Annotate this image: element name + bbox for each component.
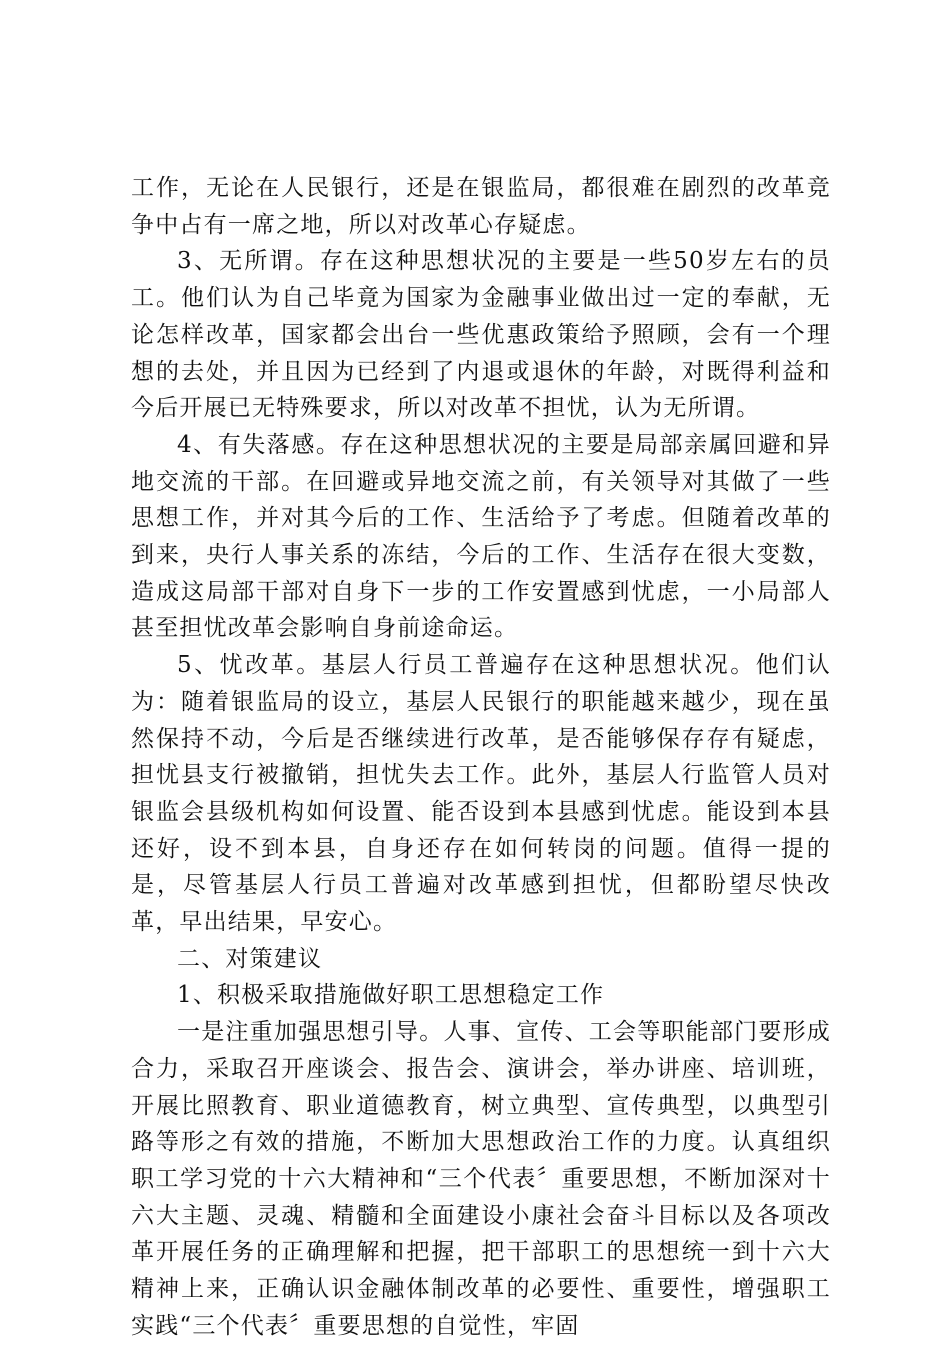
document-body bbox=[131, 170, 831, 1345]
paragraph-continuation: 工作，无论在人民银行，还是在银监局，都很难在剧烈的改革竞争中占有一席之地，所以对改革心存疑虑。 bbox=[131, 175, 831, 238]
paragraph-thought-guidance: 一是注重加强思想引导。人事、宣传、工会等职能部门要形成合力，采取召开座谈会、报告会、演讲会，举办讲座、培训班，开展比照教育、职业道德教育，树立典型、宣传典型，以典型引路等形之有效的措施，不断加大思想政治工作的力度。认真组织职工学习党的十六大精神和“三个代表〞重要思想，不断加深对十六大主题、灵魂、精髓和全面建设小康社会奋斗目标以及各项改革开展任务的正确理解和把握，把干部职工的思想统一到十六大精神上来，正确认识金融体制改革的必要性、重要性，增强职工实践“三个代表〞重要思想的自觉性，牢固 bbox=[131, 1019, 831, 1339]
subsection-heading-1: 1、积极采取措施做好职工思想稳定工作 bbox=[177, 982, 605, 1009]
section-heading-countermeasures: 二、对策建议 bbox=[177, 945, 323, 972]
paragraph-item-3: 3、无所谓。存在这种思想状况的主要是一些50岁左右的员工。他们认为自己毕竟为国家为金融事业做出过一定的奉献，无论怎样改革，国家都会出台一些优惠政策给予照顾，会有一个理想的去处，并且因为已经到了内退或退休的年龄，对既得利益和今后开展已无特殊要求，所以对改革不担忧，认为无所谓。 bbox=[131, 248, 831, 422]
paragraph-item-4: 4、有失落感。存在这种思想状况的主要是局部亲属回避和异地交流的干部。在回避或异地交流之前，有关领导对其做了一些思想工作，并对其今后的工作、生活给予了考虑。但随着改革的到来，央行人事关系的冻结，今后的工作、生活存在很大变数，造成这局部干部对自身下一步的工作安置感到忧虑，一小局部人甚至担忧改革会影响自身前途命运。 bbox=[131, 431, 831, 642]
paragraph-item-5: 5、忧改革。基层人行员工普遍存在这种思想状况。他们认为：随着银监局的设立，基层人民银行的职能越来越少，现在虽然保持不动，今后是否继续进行改革，是否能够保存存有疑虑，担忧县支行被撤销，担忧失去工作。此外，基层人行监管人员对银监会县级机构如何设置、能否设到本县感到忧虑。能设到本县还好，设不到本县，自身还存在如何转岗的问题。值得一提的是，尽管基层人行员工普遍对改革感到担忧，但都盼望尽快改革，早出结果，早安心。 bbox=[131, 652, 831, 936]
